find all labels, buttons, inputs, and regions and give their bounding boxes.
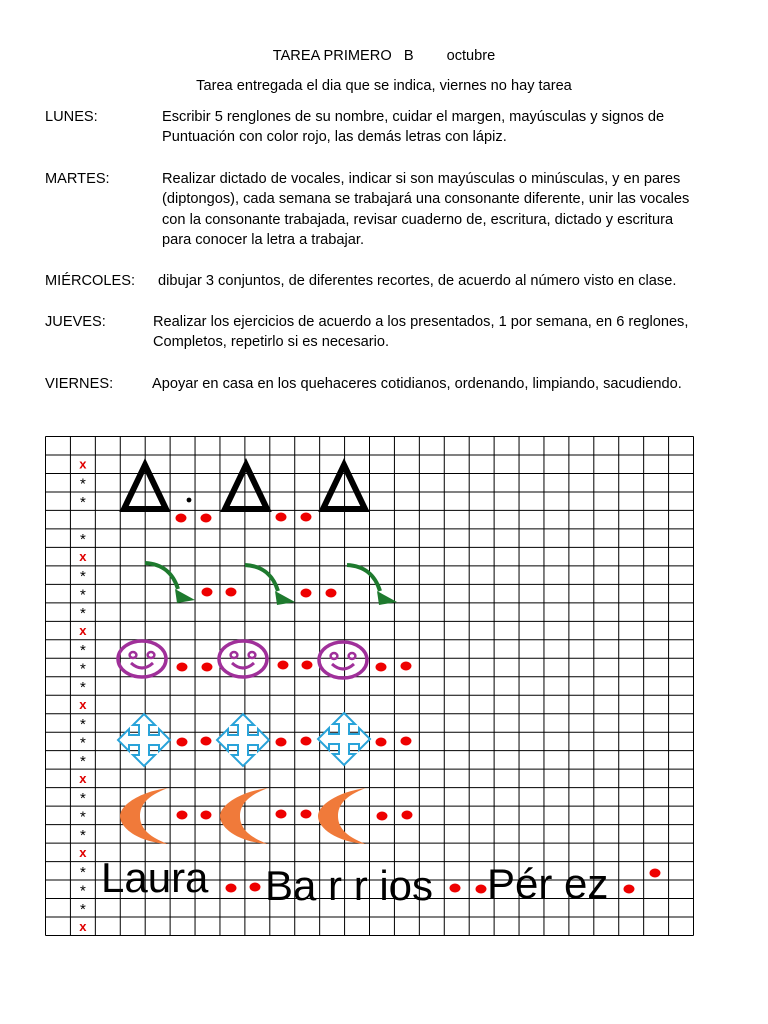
margin-star-mark: *	[79, 642, 86, 660]
red-dot	[177, 663, 188, 672]
worksheet-grid	[45, 436, 695, 937]
name-last: Pér ez	[487, 860, 609, 907]
desc-line: Apoyar en casa en los quehaceres cotidianos, ordenando, limpiando, sacudiendo.	[152, 376, 682, 392]
margin-star-mark: *	[79, 882, 86, 900]
margin-star-mark: *	[79, 475, 86, 493]
red-dot	[278, 661, 289, 670]
red-dot	[276, 513, 287, 522]
red-dot	[276, 810, 287, 819]
red-dot	[376, 738, 387, 747]
margin-star-mark: *	[79, 789, 86, 807]
margin-x-mark: x	[79, 770, 87, 786]
margin-star-mark: *	[79, 660, 86, 678]
desc-line: Escribir 5 renglones de su nombre, cuidar el margen, mayúsculas y signos de	[162, 109, 665, 125]
day-label-monday: LUNES:	[45, 109, 98, 125]
day-desc-friday	[152, 374, 682, 394]
curved-arrow-icon	[347, 565, 397, 605]
day-label-tuesday: MARTES:	[45, 171, 110, 187]
margin-x-mark: x	[79, 844, 87, 860]
day-label-friday: VIERNES:	[45, 376, 114, 392]
desc-line: Realizar los ejercicios de acuerdo a los presentados, 1 por semana, en 6 reglones,	[153, 314, 689, 330]
smiley-icon	[319, 642, 367, 678]
day-desc-tuesday	[162, 169, 689, 251]
red-dot	[301, 513, 312, 522]
red-dot	[202, 663, 213, 672]
red-dot	[450, 884, 461, 893]
margin-star-mark: *	[79, 531, 86, 549]
four-arrow-cross-icon	[318, 713, 370, 765]
red-dot	[326, 589, 337, 598]
margin-x-mark: x	[79, 623, 87, 639]
name-first: Laura	[101, 854, 209, 901]
smiley-icon	[219, 641, 267, 677]
crescent-moon-icon	[220, 788, 268, 844]
red-dot	[301, 737, 312, 746]
moon-row	[120, 788, 366, 844]
red-dot	[201, 737, 212, 746]
smiley-row	[118, 641, 367, 678]
red-dot	[476, 885, 487, 894]
title-group: B	[403, 48, 414, 64]
red-dot	[176, 514, 187, 523]
margin-star-mark: *	[79, 715, 86, 733]
red-dot	[401, 662, 412, 671]
desc-line: Puntuación con color rojo, las demás letras con lápiz.	[162, 129, 507, 146]
desc-line: con la consonante trabajada, revisar cuaderno de, escritura, dictado y escritura	[162, 211, 674, 228]
red-dot	[201, 514, 212, 523]
red-dot	[650, 869, 661, 878]
margin-star-mark: *	[79, 808, 86, 826]
red-dot	[301, 810, 312, 819]
desc-line: para conocer la letra a trabajar.	[162, 232, 364, 249]
desc-line: dibujar 3 conjuntos, de diferentes recortes, de acuerdo al número visto en clase.	[158, 273, 677, 289]
desc-line: (diptongos), cada semana se trabajará una consonante diferente, unir las vocales	[162, 191, 690, 208]
red-dot	[401, 737, 412, 746]
crescent-moon-icon	[318, 788, 366, 844]
day-label-thursday: JUEVES:	[45, 314, 106, 330]
margin-star-mark: *	[79, 605, 86, 623]
margin-star-mark: *	[79, 734, 86, 752]
red-dot	[301, 589, 312, 598]
red-dot	[202, 588, 213, 597]
name-middle: Ba r r ios	[265, 862, 434, 909]
triangle-icon	[323, 465, 365, 509]
day-desc-wednesday	[158, 271, 676, 291]
margin-star-mark: *	[79, 679, 86, 696]
subtitle: Tarea entregada el dia que se indica, viernes no hay tarea	[196, 78, 572, 94]
black-dot	[187, 498, 192, 503]
page-title	[0, 46, 768, 66]
red-dot	[377, 812, 388, 821]
margin-x-mark: x	[79, 696, 87, 712]
red-dot	[276, 738, 287, 747]
margin-star-mark: *	[79, 568, 86, 586]
red-dot	[302, 661, 313, 670]
title-text: TAREA PRIMERO	[272, 48, 392, 64]
margin-star-mark: *	[79, 752, 86, 770]
margin-star-mark: *	[79, 900, 86, 918]
margin-x-mark: x	[79, 549, 87, 565]
margin-x-mark: x	[79, 918, 87, 934]
desc-line: Completos, repetirlo si es necesario.	[153, 334, 390, 351]
cross-row	[118, 713, 370, 766]
red-dot	[402, 811, 413, 820]
red-dot	[226, 588, 237, 597]
red-dot	[177, 811, 188, 820]
name-row	[101, 854, 608, 909]
red-dot	[376, 663, 387, 672]
red-dot	[226, 884, 237, 893]
red-dot	[624, 885, 635, 894]
day-label-wednesday: MIÉRCOLES:	[45, 273, 136, 289]
crescent-moon-icon	[120, 788, 168, 844]
margin-star-mark: *	[79, 586, 86, 604]
day-desc-monday	[162, 107, 664, 148]
margin-star-mark: *	[79, 863, 86, 881]
margin-x-mark: x	[79, 456, 87, 472]
day-desc-thursday	[153, 312, 688, 353]
smiley-icon	[118, 641, 166, 677]
title-month: octubre	[446, 48, 496, 64]
red-dot	[250, 883, 261, 892]
margin-star-mark: *	[79, 494, 86, 512]
margin-star-mark: *	[79, 826, 86, 844]
four-arrow-cross-icon	[118, 714, 170, 766]
red-dot	[201, 811, 212, 820]
desc-line: Realizar dictado de vocales, indicar si son mayúsculas o minúsculas, y en pares	[162, 171, 681, 187]
red-dot	[177, 738, 188, 747]
triangle-icon	[225, 465, 267, 509]
four-arrow-cross-icon	[217, 714, 269, 766]
